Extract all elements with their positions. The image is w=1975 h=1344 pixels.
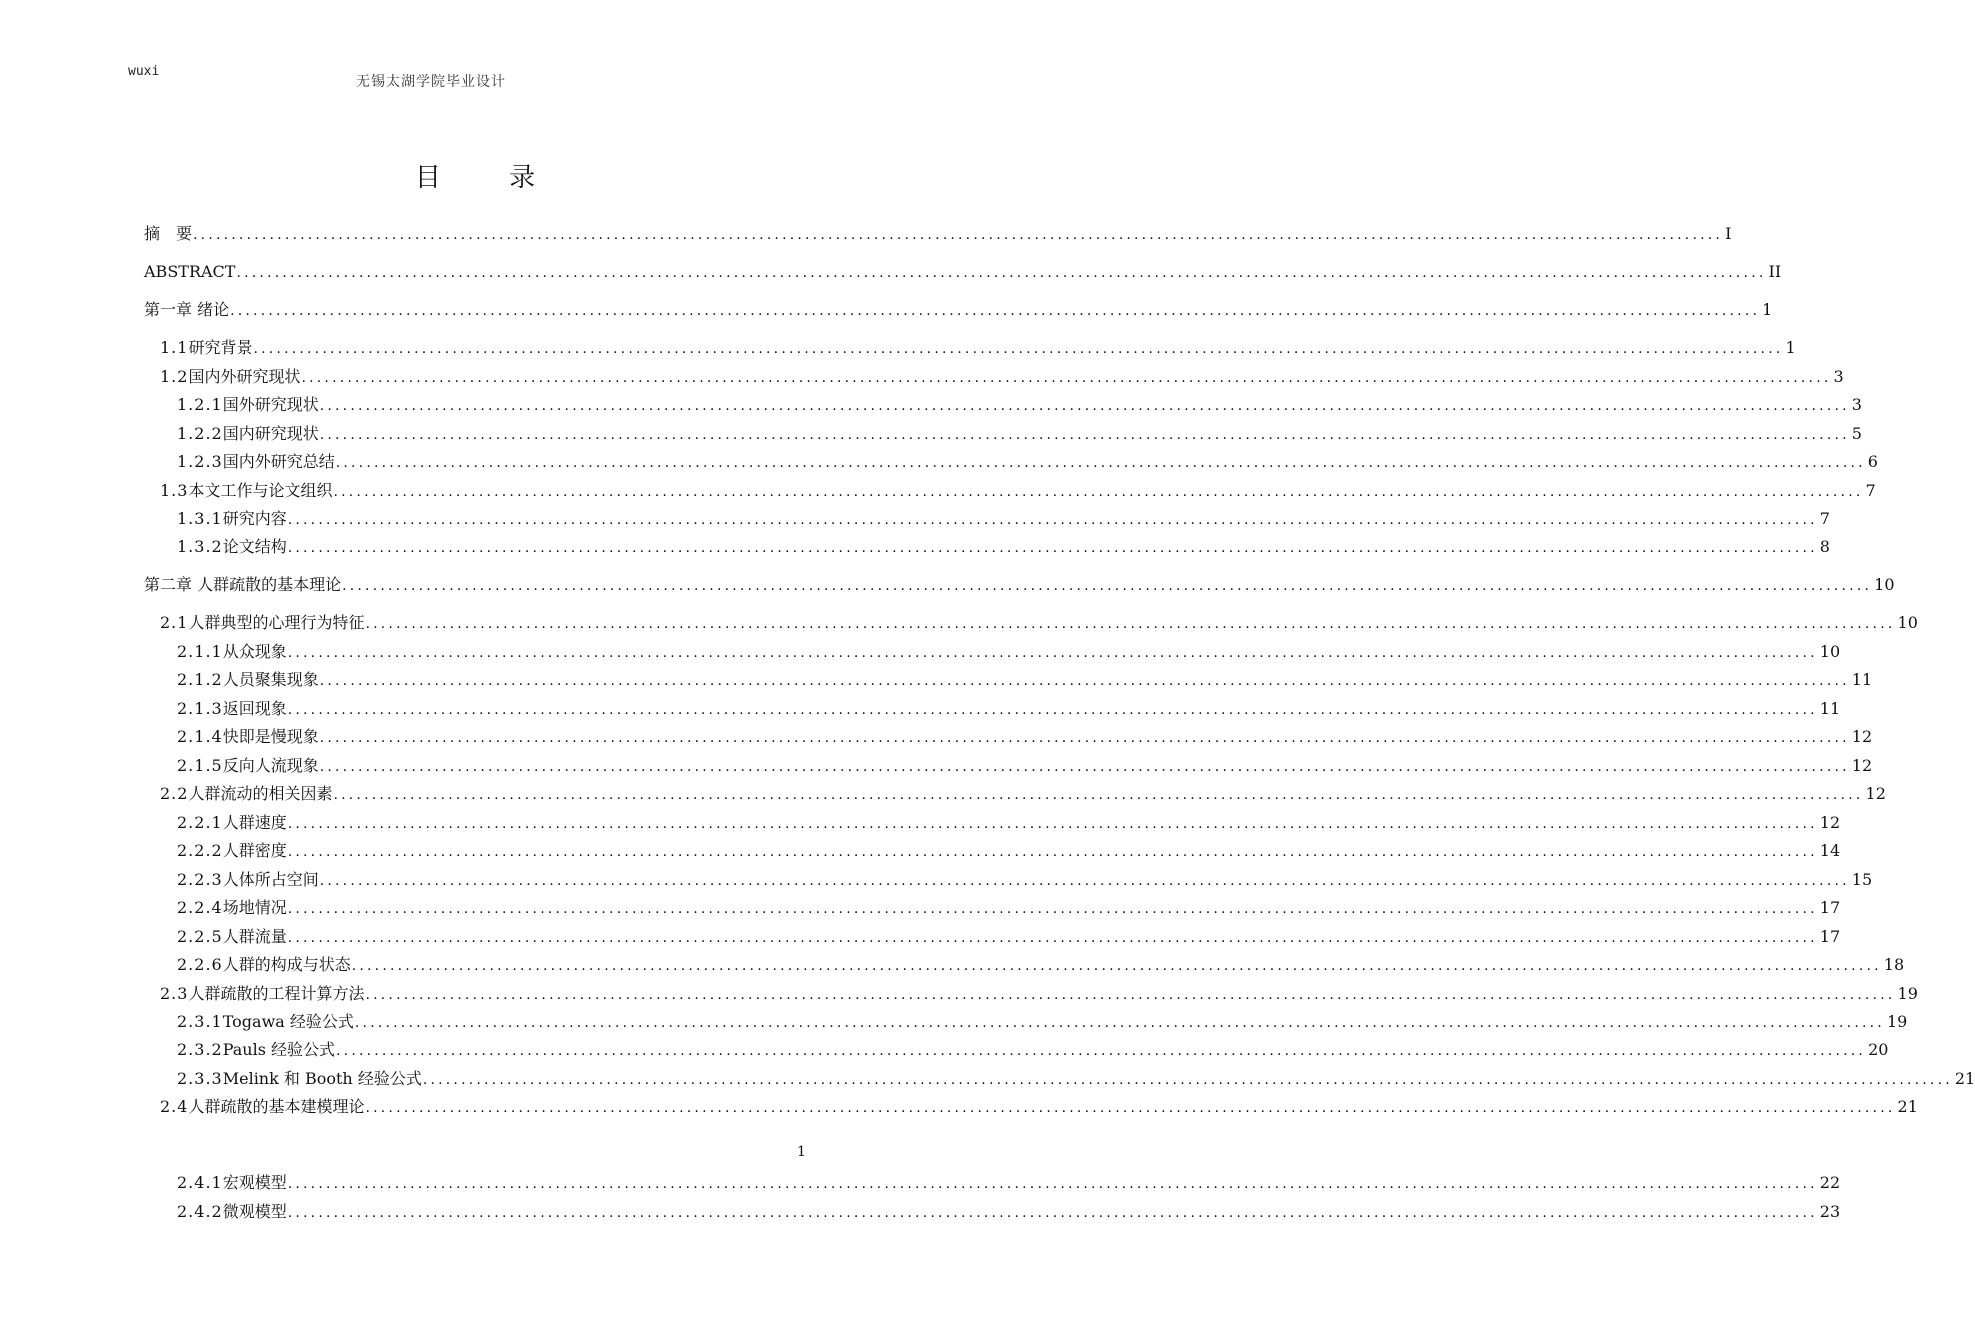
toc-entry-label: 摘 要 <box>144 224 193 243</box>
toc-entry-number: 1.3.2 <box>177 537 223 556</box>
toc-title: 目 录 <box>414 163 566 193</box>
toc-entry-number: 2.2.3 <box>177 870 223 889</box>
toc-entry[interactable] <box>177 422 1862 446</box>
toc-entry-page: 10 <box>1819 642 1841 661</box>
dot-leader: ........................................................................................................................................................................................................ <box>287 844 1818 860</box>
toc-entry-number: 2.1.1 <box>177 642 223 661</box>
toc-entry-page: 12 <box>1819 813 1841 832</box>
toc-entry-label: 人员聚集现象 <box>222 670 319 689</box>
dot-leader: ........................................................................................................................................................................................................ <box>287 1176 1818 1192</box>
toc-entry-page: 17 <box>1819 927 1841 946</box>
dot-leader: ........................................................................................................................................................................................................ <box>319 759 1850 775</box>
toc-entry[interactable] <box>177 450 1878 474</box>
toc-entry-number: 2.2.5 <box>177 927 223 946</box>
toc-entry[interactable] <box>177 507 1830 531</box>
toc-entry-label: 人群密度 <box>222 841 287 860</box>
toc-entry-number: 2.2.2 <box>177 841 223 860</box>
toc-entry[interactable] <box>177 697 1841 721</box>
toc-entry[interactable] <box>160 479 1876 503</box>
toc-entry-page: 8 <box>1819 537 1830 556</box>
toc-entry-page: 10 <box>1874 575 1895 594</box>
toc-entry-label: 宏观模型 <box>222 1173 287 1192</box>
toc-entry-page: 22 <box>1819 1173 1841 1192</box>
toc-entry-number: 2.3.1 <box>177 1012 223 1031</box>
dot-leader: ........................................................................................................................................................................................................ <box>336 1043 1867 1059</box>
dot-leader: ........................................................................................................................................................................................................ <box>236 265 1767 281</box>
dot-leader: ........................................................................................................................................................................................................ <box>333 787 1864 803</box>
toc-entry[interactable] <box>177 640 1841 664</box>
toc-entry-page: 10 <box>1897 613 1918 632</box>
dot-leader: ........................................................................................................................................................................................................ <box>287 930 1818 946</box>
dot-leader: ........................................................................................................................................................................................................ <box>287 1205 1818 1221</box>
toc-entry[interactable] <box>177 953 1905 977</box>
toc-entry-page: 23 <box>1819 1202 1841 1221</box>
toc-entry-page: 12 <box>1865 784 1886 803</box>
toc-entry-page: 18 <box>1883 955 1905 974</box>
dot-leader: ........................................................................................................................................................................................................ <box>319 398 1850 414</box>
toc-entry-number: 2.3.3 <box>177 1069 223 1088</box>
toc-entry-number: 1.2.3 <box>177 452 223 471</box>
toc-entry-label: 人群速度 <box>222 813 287 832</box>
toc-entry-number: 1.2.2 <box>177 424 223 443</box>
toc-entry-number: 2.2.6 <box>177 955 223 974</box>
toc-entry-label: 人群疏散的工程计算方法 <box>188 984 365 1003</box>
dot-leader: ........................................................................................................................................................................................................ <box>301 370 1832 386</box>
toc-entry-page: 7 <box>1819 509 1830 528</box>
toc-entry-page: 15 <box>1851 870 1873 889</box>
toc-entry-page: 3 <box>1833 367 1844 386</box>
dot-leader: ........................................................................................................................................................................................................ <box>342 578 1873 594</box>
toc-entry-number: 2.4.1 <box>177 1173 223 1192</box>
toc-entry[interactable] <box>177 725 1873 749</box>
toc-entry-label: 人群典型的心理行为特征 <box>188 613 365 632</box>
toc-entry-page: 21 <box>1897 1097 1918 1116</box>
dot-leader: ........................................................................................................................................................................................................ <box>287 540 1818 556</box>
toc-entry[interactable] <box>160 365 1844 389</box>
toc-entry-number: 2.4 <box>160 1097 189 1116</box>
toc-entry-number: 1.1 <box>160 338 189 357</box>
dot-leader: ........................................................................................................................................................................................................ <box>287 645 1818 661</box>
dot-leader: ........................................................................................................................................................................................................ <box>230 303 1761 319</box>
toc-entry-number: 2.1 <box>160 613 189 632</box>
toc-entry-page: 7 <box>1865 481 1876 500</box>
dot-leader: ........................................................................................................................................................................................................ <box>422 1072 1953 1088</box>
toc-entry-label: 第一章 绪论 <box>144 300 230 319</box>
toc-entry[interactable] <box>177 535 1830 559</box>
toc-entry-label: 研究内容 <box>222 509 287 528</box>
toc-entry-label: ABSTRACT <box>144 262 236 281</box>
toc-entry-label: 人体所占空间 <box>222 870 319 889</box>
toc-entry-number: 2.3.2 <box>177 1040 223 1059</box>
toc-entry-number: 2.1.4 <box>177 727 223 746</box>
toc-entry[interactable] <box>160 1095 1918 1119</box>
toc-entry-number: 2.1.3 <box>177 699 223 718</box>
toc-entry[interactable] <box>177 868 1873 892</box>
toc-entry-page: 11 <box>1851 670 1873 689</box>
toc-entry-label: 快即是慢现象 <box>222 727 319 746</box>
toc-entry-page: 1 <box>1785 338 1796 357</box>
toc-entry[interactable] <box>160 782 1886 806</box>
toc-entry-page: 12 <box>1851 756 1873 775</box>
toc-entry-number: 1.2 <box>160 367 189 386</box>
toc-entry-label: 从众现象 <box>222 642 287 661</box>
toc-entry[interactable] <box>177 668 1873 692</box>
dot-leader: ........................................................................................................................................................................................................ <box>354 1015 1885 1031</box>
toc-entry[interactable] <box>160 982 1918 1006</box>
toc-entry-label: 人群疏散的基本建模理论 <box>188 1097 365 1116</box>
toc-entry-page: 6 <box>1867 452 1878 471</box>
dot-leader: ........................................................................................................................................................................................................ <box>287 901 1818 917</box>
toc-entry-page: 3 <box>1851 395 1862 414</box>
toc-entry-number: 2.2 <box>160 784 189 803</box>
toc-entry-label: 国内研究现状 <box>222 424 319 443</box>
toc-entry-label: Melink 和 Booth 经验公式 <box>222 1069 422 1088</box>
dot-leader: ........................................................................................................................................................................................................ <box>319 873 1850 889</box>
toc-entry-page: 12 <box>1851 727 1873 746</box>
toc-entry-label: 人群的构成与状态 <box>222 955 351 974</box>
dot-leader: ........................................................................................................................................................................................................ <box>287 512 1818 528</box>
toc-entry-label: 国内外研究现状 <box>188 367 301 386</box>
toc-entry-label: 微观模型 <box>222 1202 287 1221</box>
toc-entry-label: Togawa 经验公式 <box>222 1012 354 1031</box>
toc-entry-label: 返回现象 <box>222 699 287 718</box>
toc-entry[interactable] <box>160 336 1796 360</box>
toc-entry-page: II <box>1768 262 1782 281</box>
toc-entry-number: 2.3 <box>160 984 189 1003</box>
toc-entry[interactable] <box>144 260 1782 284</box>
toc-entry-label: 国外研究现状 <box>222 395 319 414</box>
toc-entry[interactable] <box>144 222 1732 246</box>
toc-entry[interactable] <box>177 1038 1889 1062</box>
toc-entry-label: 论文结构 <box>222 537 287 556</box>
toc-entry-page: 1 <box>1762 300 1773 319</box>
dot-leader: ........................................................................................................................................................................................................ <box>319 427 1850 443</box>
toc-entry[interactable] <box>177 1200 1841 1224</box>
dot-leader: ........................................................................................................................................................................................................ <box>287 816 1818 832</box>
toc-entry-label: 反向人流现象 <box>222 756 319 775</box>
toc-entry-number: 1.3.1 <box>177 509 223 528</box>
dot-leader: ........................................................................................................................................................................................................ <box>365 987 1896 1003</box>
toc-entry[interactable] <box>177 1171 1841 1195</box>
page-number: 1 <box>797 1144 806 1160</box>
toc-entry-label: 研究背景 <box>188 338 253 357</box>
toc-entry-number: 2.1.2 <box>177 670 223 689</box>
dot-leader: ........................................................................................................................................................................................................ <box>319 673 1850 689</box>
toc-entry[interactable] <box>177 1010 1908 1034</box>
toc-entry[interactable] <box>160 611 1918 635</box>
toc-entry-label: 国内外研究总结 <box>222 452 335 471</box>
toc-entry[interactable] <box>177 1067 1975 1091</box>
corner-text: wuxi <box>128 64 160 79</box>
toc-entry-label: 人群流动的相关因素 <box>188 784 333 803</box>
toc-entry-label: Pauls 经验公式 <box>222 1040 336 1059</box>
toc-entry-number: 2.1.5 <box>177 756 223 775</box>
toc-entry-page: I <box>1725 224 1732 243</box>
dot-leader: ........................................................................................................................................................................................................ <box>351 958 1882 974</box>
toc-entry[interactable] <box>177 754 1873 778</box>
dot-leader: ........................................................................................................................................................................................................ <box>253 341 1784 357</box>
toc-entry[interactable] <box>177 925 1841 949</box>
toc-entry-number: 1.3 <box>160 481 189 500</box>
toc-entry-label: 人群流量 <box>222 927 287 946</box>
toc-entry[interactable] <box>144 298 1773 322</box>
toc-entry-page: 19 <box>1886 1012 1908 1031</box>
running-header-partial: 无锡太湖学院毕业设计 <box>356 74 506 90</box>
dot-leader: ........................................................................................................................................................................................................ <box>193 227 1724 243</box>
toc-entry-number: 1.2.1 <box>177 395 223 414</box>
toc-entry-page: 20 <box>1868 1040 1889 1059</box>
dot-leader: ........................................................................................................................................................................................................ <box>319 730 1850 746</box>
dot-leader: ........................................................................................................................................................................................................ <box>287 702 1818 718</box>
dot-leader: ........................................................................................................................................................................................................ <box>335 455 1866 471</box>
dot-leader: ........................................................................................................................................................................................................ <box>333 484 1864 500</box>
toc-entry-page: 11 <box>1819 699 1841 718</box>
toc-entry[interactable] <box>177 896 1841 920</box>
dot-leader: ........................................................................................................................................................................................................ <box>365 1100 1896 1116</box>
toc-entry-label: 场地情况 <box>222 898 287 917</box>
toc-entry-page: 17 <box>1819 898 1841 917</box>
toc-entry-label: 本文工作与论文组织 <box>188 481 333 500</box>
toc-entry-label: 第二章 人群疏散的基本理论 <box>144 575 342 594</box>
toc-entry-page: 21 <box>1954 1069 1975 1088</box>
toc-entry-number: 2.4.2 <box>177 1202 223 1221</box>
toc-entry-page: 19 <box>1897 984 1918 1003</box>
toc-entry-number: 2.2.1 <box>177 813 223 832</box>
toc-entry-number: 2.2.4 <box>177 898 223 917</box>
toc-entry-page: 5 <box>1851 424 1862 443</box>
toc-entry[interactable] <box>177 839 1841 863</box>
toc-entry[interactable] <box>177 393 1862 417</box>
dot-leader: ........................................................................................................................................................................................................ <box>365 616 1896 632</box>
toc-entry[interactable] <box>177 811 1841 835</box>
toc-entry[interactable] <box>144 573 1895 597</box>
toc-entry-page: 14 <box>1819 841 1841 860</box>
